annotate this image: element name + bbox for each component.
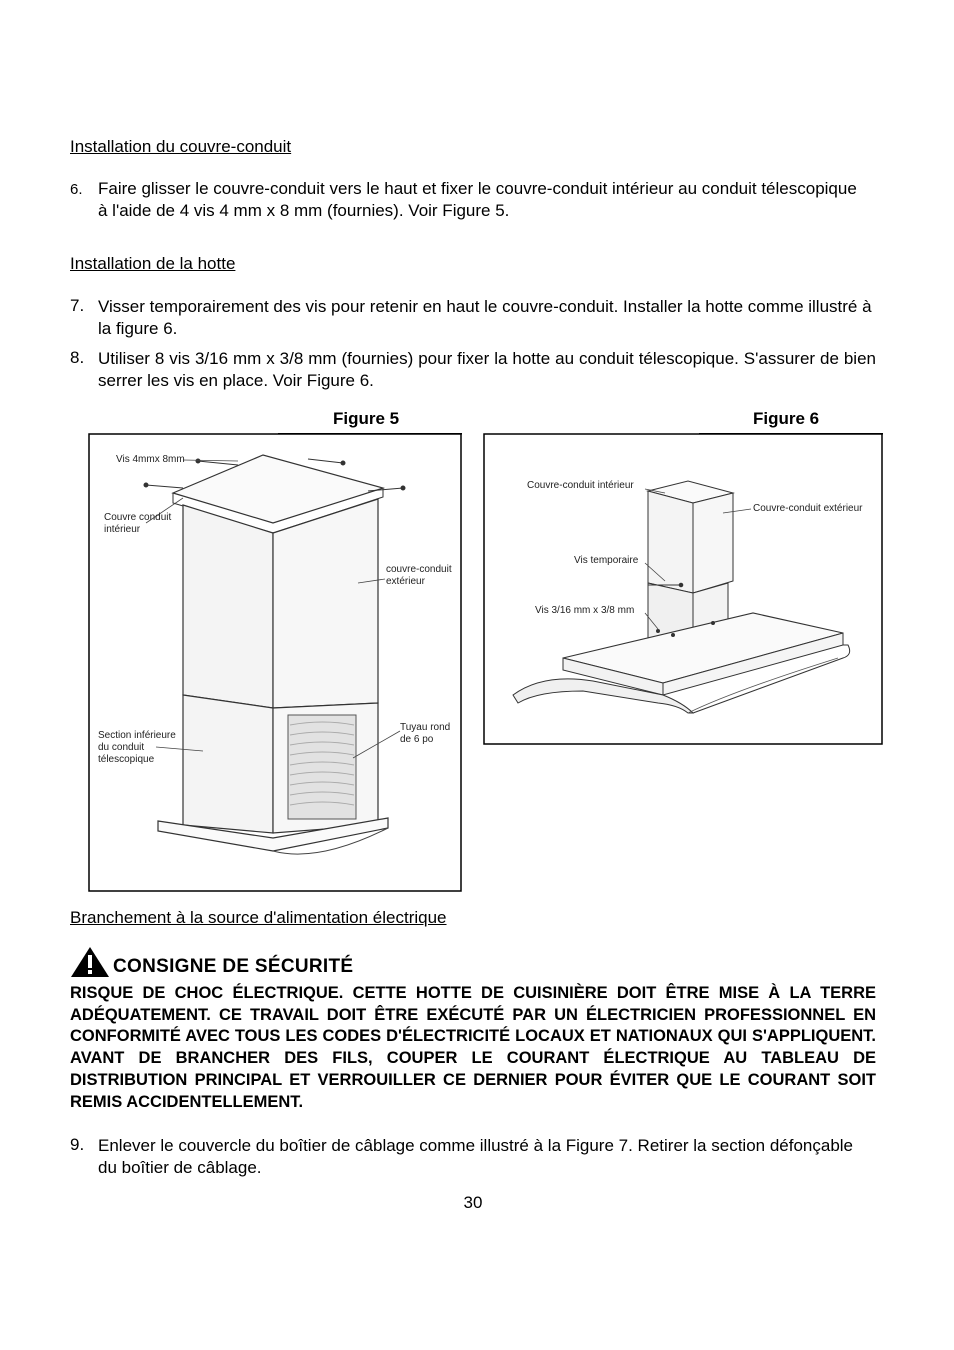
label-round-pipe-1: Tuyau rond: [400, 722, 451, 733]
label-inner-cover-1: Couvre conduit: [104, 512, 172, 523]
figure-5-caption: Figure 5: [333, 409, 400, 428]
figure-6-caption: Figure 6: [753, 409, 820, 428]
label-outer-cover-1: couvre-conduit: [386, 564, 452, 575]
step-number-7: 7.: [70, 296, 85, 315]
label-round-pipe-2: de 6 po: [400, 734, 434, 745]
safety-title: CONSIGNE DE SÉCURITÉ: [113, 956, 354, 977]
duct-drawing: [88, 433, 462, 892]
label-outer-cover-2: extérieur: [386, 576, 425, 587]
step-8-text: Utiliser 8 vis 3/16 mm x 3/8 mm (fournies) pour fixer la hotte au conduit télescopique. S'assurer de bien serrer les vis en place. Voir Figure 6.: [98, 349, 876, 390]
step-6-text: Faire glisser le couvre-conduit vers le haut et fixer le couvre-conduit intérieur au conduit télescopique à l'aide de 4 vis 4 mm x 8 mm (fournies). Voir Figure 5.: [98, 179, 857, 220]
label-lower-section-3: télescopique: [98, 754, 155, 765]
figure-5: [88, 433, 462, 892]
label-lower-section-1: Section inférieure: [98, 730, 176, 741]
figure-6: [483, 433, 883, 745]
label-lower-section-2: du conduit: [98, 742, 145, 753]
section-heading-electrical: Branchement à la source d'alimentation électrique: [70, 908, 447, 927]
warning-icon: [70, 946, 110, 978]
step-number-8: 8.: [70, 348, 85, 367]
safety-header: [70, 946, 353, 978]
label-outer-duct-cover: Couvre-conduit extérieur: [753, 503, 863, 514]
label-temporary-screw: Vis temporaire: [574, 555, 639, 566]
label-inner-duct-cover: Couvre-conduit intérieur: [527, 480, 634, 491]
label-screws-4x8: Vis 4mmx 8mm: [116, 454, 185, 465]
page-number: 30: [463, 1193, 483, 1212]
step-number-9: 9.: [70, 1135, 85, 1154]
label-inner-cover-2: intérieur: [104, 524, 141, 535]
safety-warning-text: RISQUE DE CHOC ÉLECTRIQUE. CETTE HOTTE DE CUISINIÈRE DOIT ÊTRE MISE À LA TERRE ADÉQUATEMENT. CE TRAVAIL DOIT ÊTRE EXÉCUTÉ PAR UN ÉLECTRICIEN PROFESSIONNEL EN CONFORMITÉ AVEC TOUS LES CODES D'ÉLECTRICITÉ LOCAUX ET NATIONAUX QUI S'APPLIQUENT. AVANT DE BRANCHER DES FILS, COUPER LE COURANT ÉLECTRIQUE AU TABLEAU DE DISTRIBUTION PRINCIPAL ET VERROUILLER CE DERNIER POUR ÉVITER QUE LE COURANT SOIT REMIS ACCIDENTELLEMENT.: [70, 984, 876, 1111]
section-heading-duct-cover: Installation du couvre-conduit: [70, 137, 292, 156]
step-9-text: Enlever le couvercle du boîtier de câblage comme illustré à la Figure 7. Retirer la section défonçable du boîtier de câblage.: [98, 1136, 854, 1177]
step-number-6: 6.: [70, 181, 83, 198]
label-screws-3-16: Vis 3/16 mm x 3/8 mm: [535, 605, 635, 616]
step-7-text: Visser temporairement des vis pour retenir en haut le couvre-conduit. Installer la hotte comme illustré à la figure 6.: [98, 297, 872, 338]
section-heading-hood-install: Installation de la hotte: [70, 254, 236, 273]
